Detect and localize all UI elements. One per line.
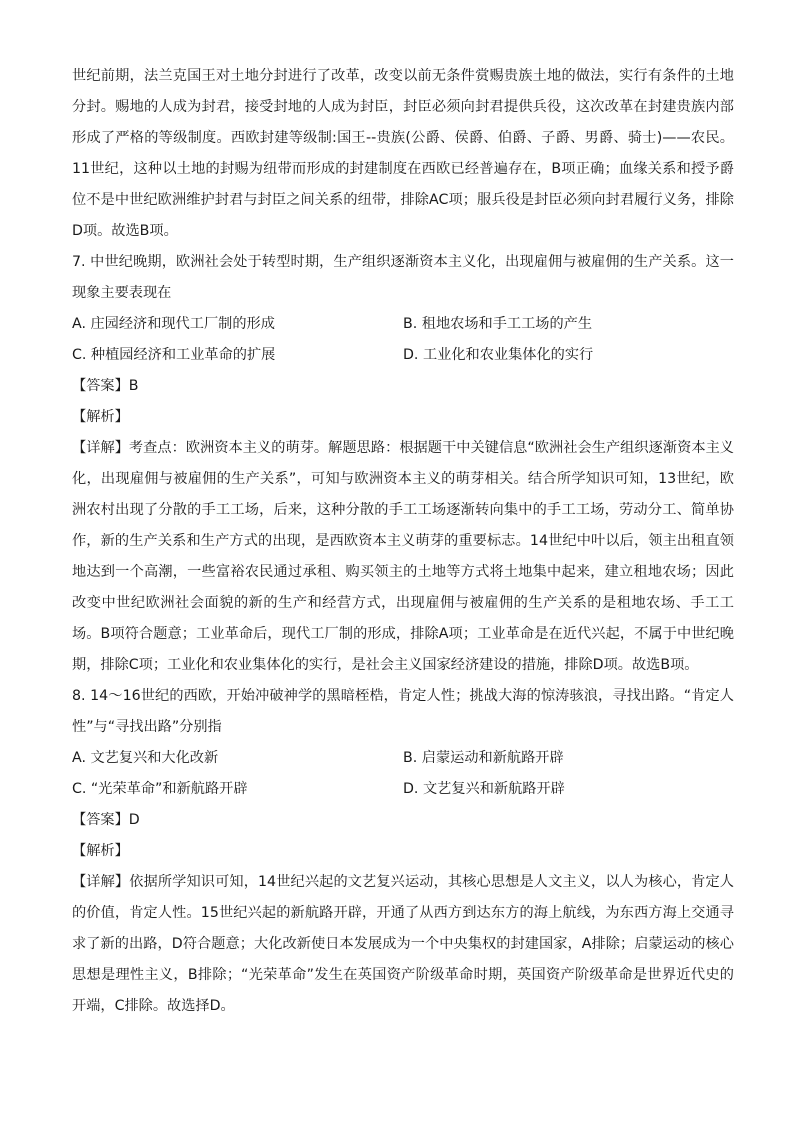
question-8-option-d: D. 文艺复兴和新航路开辟: [403, 781, 565, 797]
previous-answer-continuation: 世纪前期，法兰克国王对土地分封进行了改革，改变以前无条件赏赐贵族土地的做法，实行有条件的土地分封。赐地的人成为封君，接受封地的人成为封臣，封臣必须向封君提供兵役，这次改革在封建贵族内部形成了严格的等级制度。西欧封建等级制:国王--贵族(公爵、侯爵、伯爵、子爵、男爵、骑士)——农民。11世纪，这种以土地的封赐为纽带而形成的封建制度在西欧已经普遍存在，B项正确；血缘关系和授予爵位不是中世纪欧洲维护封君与封臣之间关系的纽带，排除AC项；服兵役是封臣必须向封君履行义务，排除D项。故选B项。: [72, 68, 734, 239]
question-7-detail: 【详解】考查点：欧洲资本主义的萌芽。解题思路：根据题干中关键信息“欧洲社会生产组织逐渐资本主义化，出现雇佣与被雇佣的生产关系”，可知与欧洲资本主义的萌芽相关。结合所学知识可知，13世纪，欧洲农村出现了分散的手工工场，后来，这种分散的手工工场逐渐转向集中的手工工场，劳动分工、简单协作，新的生产关系和生产方式的出现，是西欧资本主义萌芽的重要标志。14世纪中叶以后，领主出租直领地达到一个高潮，一些富裕农民通过承租、购买领主的土地等方式将土地集中起来，建立租地农场；因此改变中世纪欧洲社会面貌的新的生产和经营方式，出现雇佣与被雇佣的生产关系的是租地农场、手工工场。B项符合题意；工业革命后，现代工厂制的形成，排除A项；工业革命是在近代兴起，不属于中世纪晚期，排除C项；工业化和农业集体化的实行，是社会主义国家经济建设的措施，排除D项。故选B项。: [72, 440, 734, 673]
question-7: [72, 247, 734, 681]
question-8-analysis-label: 【解析】: [72, 843, 129, 859]
question-7-options: [72, 309, 734, 371]
question-8-option-c: C. “光荣革命”和新航路开辟: [72, 781, 248, 797]
question-8-option-a: A. 文艺复兴和大化改新: [72, 750, 219, 766]
question-7-option-a: A. 庄园经济和现代工厂制的形成: [72, 316, 275, 332]
question-7-option-c: C. 种植园经济和工业革命的扩展: [72, 347, 276, 363]
question-8-stem: 8. 14～16世纪的西欧，开始冲破神学的黑暗桎梏，肯定人性；挑战大海的惊涛骇浪，寻找出路。“肯定人性”与“寻找出路”分别指: [72, 688, 734, 735]
question-8-answer: 【答案】D: [72, 812, 140, 828]
question-8-detail: 【详解】依据所学知识可知，14世纪兴起的文艺复兴运动，其核心思想是人文主义，以人为核心，肯定人的价值，肯定人性。15世纪兴起的新航路开辟，开通了从西方到达东方的海上航线，为东西方海上交通寻求了新的出路，D符合题意；大化改新使日本发展成为一个中央集权的封建国家，A排除；启蒙运动的核心思想是理性主义，B排除；“光荣革命”发生在英国资产阶级革命时期，英国资产阶级革命是世界近代史的开端，C排除。故选择D。: [72, 874, 734, 1014]
document-page: [72, 61, 734, 1022]
question-7-option-b: B. 租地农场和手工工场的产生: [403, 316, 593, 332]
question-7-answer: 【答案】B: [72, 378, 139, 394]
question-7-analysis-label: 【解析】: [72, 409, 129, 425]
question-7-stem: 7. 中世纪晚期，欧洲社会处于转型时期，生产组织逐渐资本主义化，出现雇佣与被雇佣的生产关系。这一现象主要表现在: [72, 254, 734, 301]
question-8-options: [72, 743, 734, 805]
question-8: [72, 681, 734, 1022]
question-8-option-b: B. 启蒙运动和新航路开辟: [403, 750, 564, 766]
question-7-option-d: D. 工业化和农业集体化的实行: [403, 347, 594, 363]
